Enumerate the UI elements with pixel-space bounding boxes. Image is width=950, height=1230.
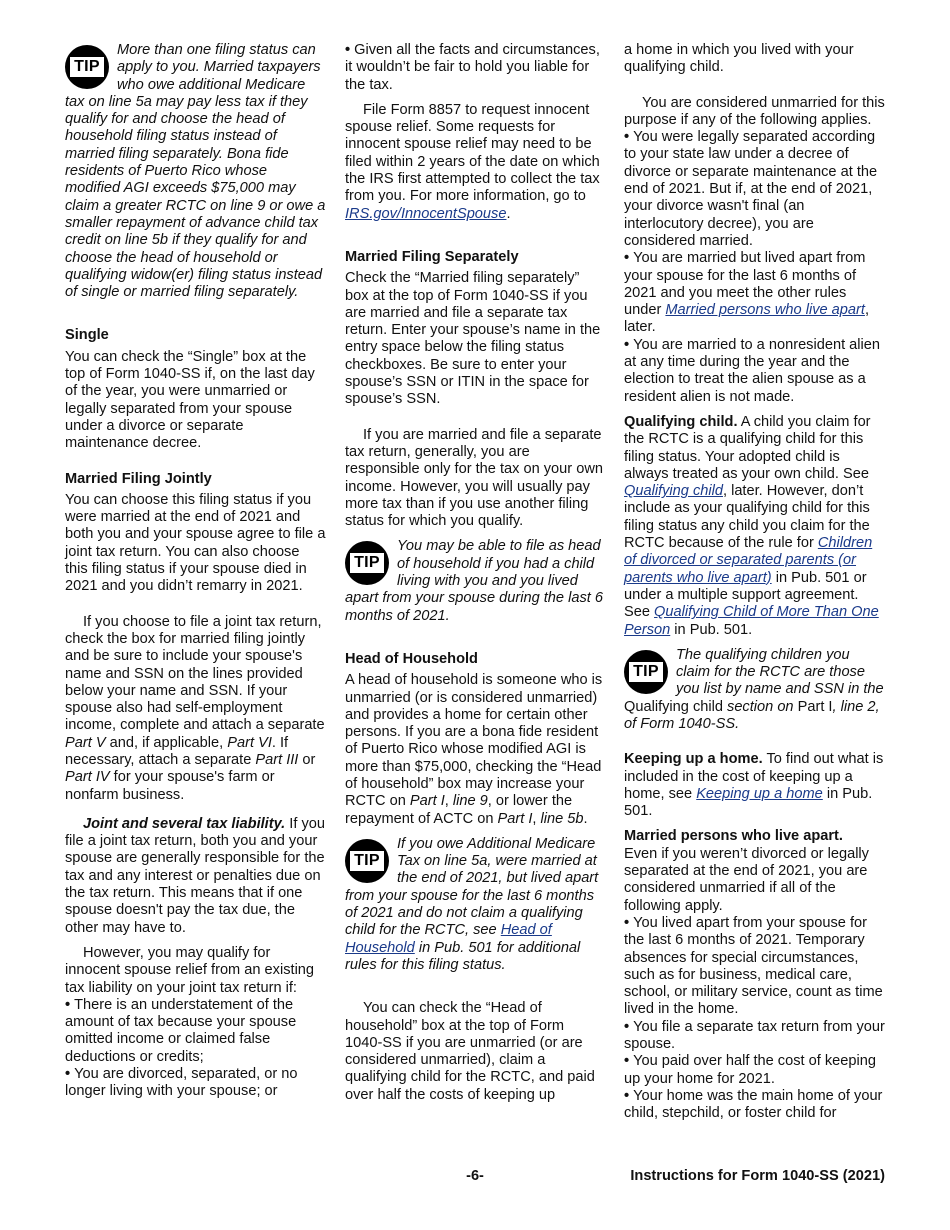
tip-box bbox=[65, 42, 326, 301]
paragraph: Check the “Married filing separately” box at the top of Form 1040-SS if you are married and file a separate tax return. Enter your spouse’s name in the entry space below the filing status checkboxes. Be sure to enter your spouse’s SSN or ITIN in the space for spouse’s SSN. bbox=[345, 270, 601, 408]
paragraph: Qualifying child. A child you claim for the RCTC is a qualifying child for this filing status. Your adopted child is always treated as your own child. See Qualifying child, later. However, don’t include as your qualifying child for this filing status any child you claim for the RCTC because of the rule for Children of divorced or separated parents (or parents who live apart) in Pub. 501 or under a multiple support agreement. See Qualifying Child of More Than One Person in Pub. 501. bbox=[624, 413, 879, 638]
tip-text: You may be able to file as head of household if you had a child living with you and you lived apart from your spouse during the last 6 months of 2021. bbox=[345, 538, 603, 624]
list-item: • You are married to a nonresident alien at any time during the year and the election to treat the alien spouse as a resident alien is not made. bbox=[624, 337, 886, 406]
section-heading: Married Filing Jointly bbox=[65, 470, 212, 487]
column-2 bbox=[345, 42, 605, 1104]
list-item: • You were legally separated according to your state law under a decree of divorce or separate maintenance at the end of 2021. But if, at the end of 2021, your divorce wasn't final (an interlocutory decree), you are considered married. bbox=[624, 129, 886, 250]
link-qualifying-child[interactable]: Qualifying child bbox=[624, 483, 723, 500]
paragraph: File Form 8857 to request innocent spouse relief. Some requests for innocent spouse relief may need to be filed within 2 years of the date on which the IRS first attempted to collect the tax from you. For more information, go to IRS.gov/InnocentSpouse. bbox=[345, 101, 600, 222]
tip-box: TIP If you owe Additional Medicare Tax on line 5a, were married at the end of 2021, but lived apart from your spouse for the last 6 months of 2021 and do not claim a qualifying child for the RCTC, see Head of Household in Pub. 501 for additional rules for this filing status. bbox=[345, 835, 599, 973]
link-head-of-household[interactable]: Head of Household bbox=[345, 922, 552, 956]
list-item: • You are married but lived apart from your spouse for the last 6 months of 2021 and you meet the other rules under Married persons who live apart, later. bbox=[624, 250, 886, 336]
page-number: -6- bbox=[466, 1168, 484, 1184]
section-heading: Single bbox=[65, 327, 109, 344]
list-item: • You file a separate tax return from your spouse. bbox=[624, 1019, 886, 1054]
tip-text: More than one filing status can apply to you. Married taxpayers who owe additional Medicare tax on line 5a may pay less tax if they qualify for and choose the head of household filing status instead of married filing separately. Bona fide residents of Puerto Rico whose modified AGI exceeds $75,000 may claim a greater RCTC on line 9 or owe a smaller repayment of advance child tax credit on line 5b if they qualify for and choose the head of household or qualifying widow(er) filing status instead of single or married filing separately. bbox=[65, 42, 326, 301]
tip-icon: TIP bbox=[624, 650, 668, 694]
link-qualifying-child-more[interactable]: Qualifying Child of More Than One Person bbox=[624, 604, 879, 638]
tip-icon: TIP bbox=[345, 839, 389, 883]
link-married-persons[interactable]: Married persons who live apart bbox=[665, 302, 865, 319]
list-item: • There is an understatement of the amount of tax because your spouse omitted income or claimed false deductions or credits; bbox=[65, 997, 326, 1066]
list-item: • You are divorced, separated, or no longer living with your spouse; or bbox=[65, 1066, 326, 1101]
list-item: • You lived apart from your spouse for the last 6 months of 2021. Temporary absences for special circumstances, such as for business, medical care, school, or military service, count as time lived in the home. bbox=[624, 915, 886, 1019]
column-3 bbox=[624, 42, 886, 1123]
column-1 bbox=[65, 42, 326, 1101]
paragraph: However, you may qualify for innocent spouse relief from an existing tax liability on your joint tax return if: bbox=[65, 944, 315, 996]
section-heading: Head of Household bbox=[345, 650, 478, 667]
paragraph: You can check the “Head of household” box at the top of Form 1040-SS if you are unmarried (or are considered unmarried), claim a qualifying child for the RCTC, and paid over half the costs of keeping up bbox=[345, 1000, 595, 1103]
paragraph: A head of household is someone who is unmarried (or is considered unmarried) and provides a home for certain other persons. If you are a bona fide resident of Puerto Rico whose modified AGI is more than $75,000, checking the “Head of household” box may increase your RCTC on Part I, line 9, or lower the repayment of ACTC on Part I, line 5b. bbox=[345, 672, 603, 827]
tip-box: TIP The qualifying children you claim for the RCTC are those you list by name and SSN in the Qualifying child section on Part I, line 2, of Form 1040-SS. bbox=[624, 646, 884, 732]
list-item: • Given all the facts and circumstances, it wouldn’t be fair to hold you liable for the tax. bbox=[345, 42, 605, 94]
paragraph: Joint and several tax liability. If you file a joint tax return, both you and your spouse are generally responsible for the tax and any interest or penalties due on the tax return. This means that if one spouse doesn't pay the tax due, the other may have to. bbox=[65, 815, 325, 936]
paragraph: You are considered unmarried for this purpose if any of the following applies. bbox=[624, 94, 885, 128]
paragraph: If you choose to file a joint tax return, check the box for married filing jointly and be sure to include your spouse's name and SSN on the lines provided below your name and SSN. If your spouse also had self-employment income, complete and attach a separate Part V and, if applicable, Part VI. If necessary, attach a separate Part III or Part IV for your spouse's farm or nonfarm business. bbox=[65, 613, 325, 803]
paragraph: You can choose this filing status if you were married at the end of 2021 and both you and your spouse agree to file a joint tax return. You can also choose this filing status if your spouse died in 2021 and you didn’t remarry in 2021. bbox=[65, 491, 326, 595]
list-item: • You paid over half the cost of keeping up your home for 2021. bbox=[624, 1053, 886, 1088]
paragraph: You can check the “Single” box at the top of Form 1040-SS if, on the last day of the year, you were unmarried or legally separated from your spouse under a divorce or separate maintenance decree. bbox=[65, 348, 315, 452]
link-keeping-up-home[interactable]: Keeping up a home bbox=[696, 785, 823, 802]
link-children-divorced[interactable]: Children of divorced or separated parents (or parents who live apart) bbox=[624, 535, 873, 586]
tip-icon: TIP bbox=[345, 541, 389, 585]
list-item: • Your home was the main home of your child, stepchild, or foster child for bbox=[624, 1088, 886, 1123]
section-heading: Married persons who live apart. bbox=[624, 828, 843, 845]
link-innocent-spouse[interactable]: IRS.gov/InnocentSpouse bbox=[345, 205, 507, 222]
document-title: Instructions for Form 1040-SS (2021) bbox=[630, 1168, 885, 1184]
tip-box bbox=[345, 538, 605, 624]
paragraph: Keeping up a home. To find out what is included in the cost of keeping up a home, see Keeping up a home in Pub. 501. bbox=[624, 751, 884, 820]
section-heading: Married Filing Separately bbox=[345, 248, 519, 265]
paragraph: If you are married and file a separate tax return, generally, you are responsible only for the tax on your own income. However, you will usually pay more tax than if you use another filing status for which you qualify. bbox=[345, 426, 603, 530]
paragraph: a home in which you lived with your qualifying child. bbox=[624, 42, 854, 76]
paragraph: Even if you weren’t divorced or legally separated at the end of 2021, you are considered unmarried if all of the following apply. bbox=[624, 845, 869, 914]
tip-icon: TIP bbox=[65, 45, 109, 89]
